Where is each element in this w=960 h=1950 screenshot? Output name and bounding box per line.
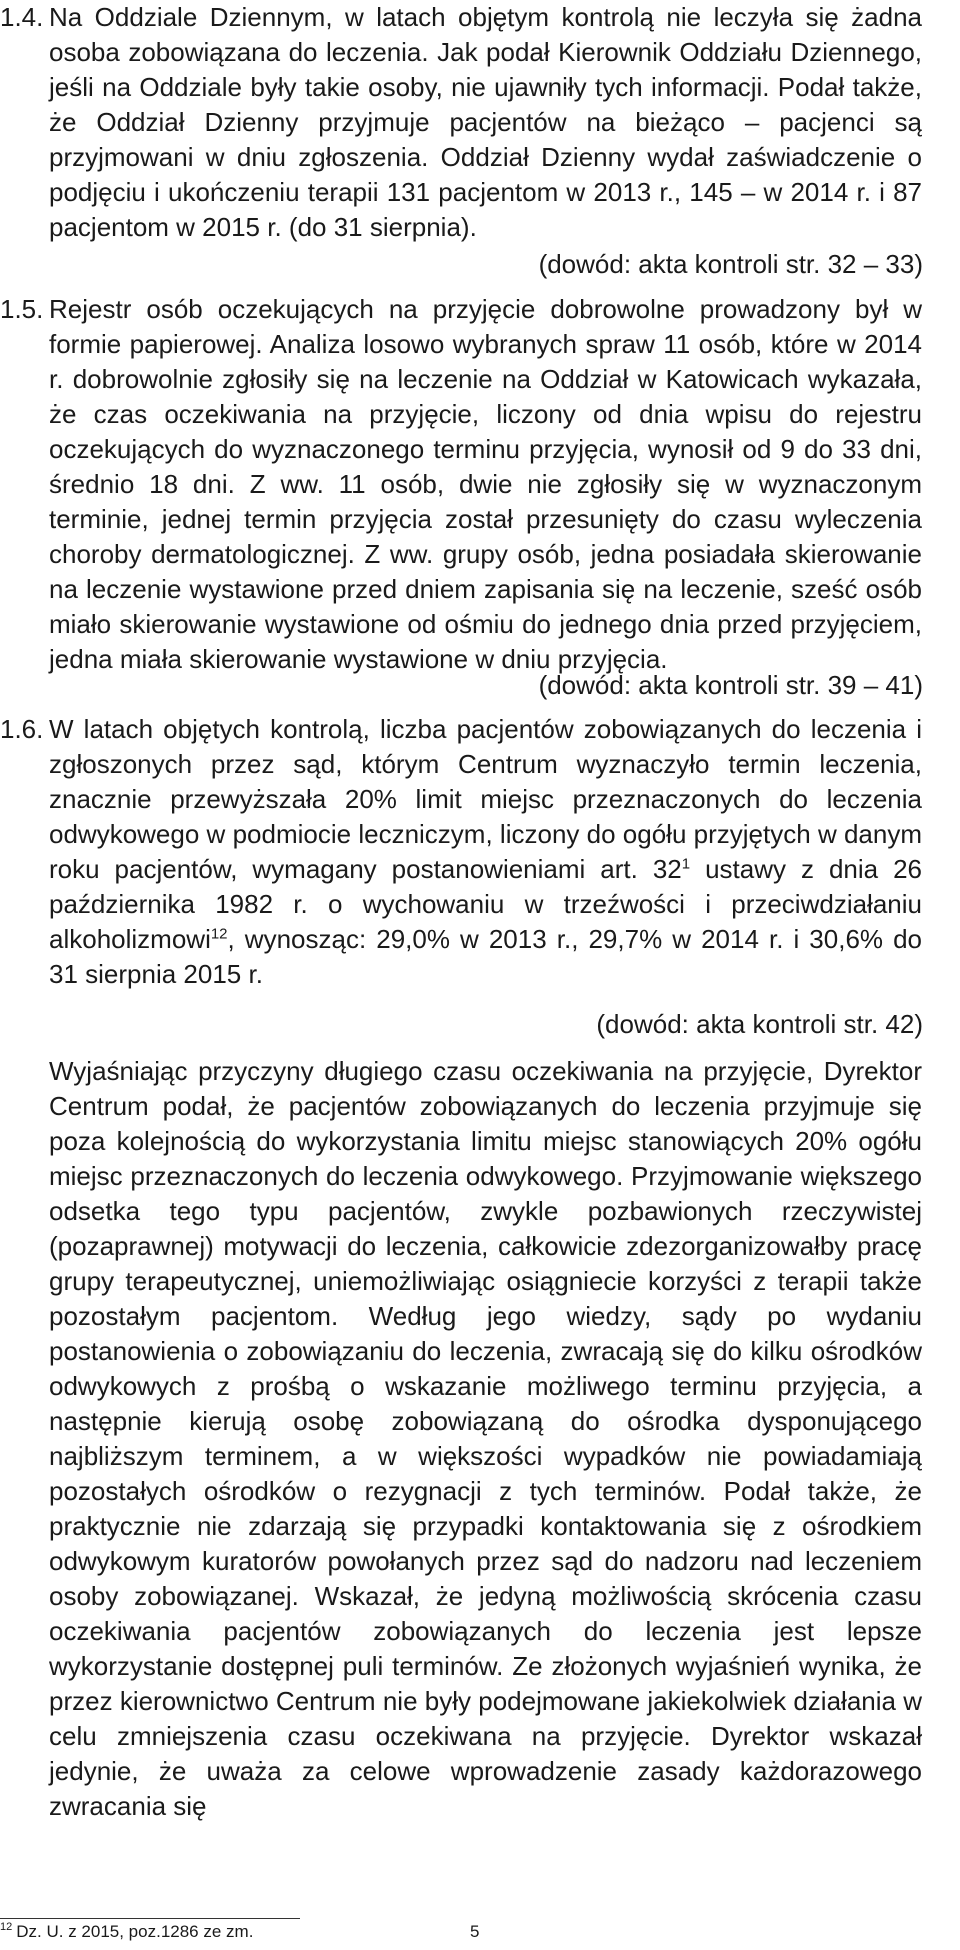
evidence-reference: (dowód: akta kontroli str. 42)	[596, 1009, 923, 1039]
footnote-mark: 12	[0, 1921, 13, 1934]
footnote-divider	[0, 1918, 300, 1919]
section-number: 1.6.	[0, 714, 44, 744]
page-number: 5	[470, 1922, 480, 1941]
footnote-reference: 12	[210, 925, 228, 943]
evidence-reference: (dowód: akta kontroli str. 32 – 33)	[538, 249, 923, 279]
footnote	[0, 1920, 253, 1944]
section-1-6-text	[49, 712, 922, 992]
footnote-text: Dz. U. z 2015, poz.1286 ze zm.	[16, 1922, 254, 1941]
section-1-6-text-c: , wynosząc: 29,0% w 2013 r., 29,7% w 2014 r. i 30,6% do 31 sierpnia 2015 r.	[49, 924, 922, 989]
article-superscript: 1	[681, 855, 691, 873]
section-number: 1.4.	[0, 2, 44, 32]
director-explanation-text: Wyjaśniając przyczyny długiego czasu oczekiwania na przyjęcie, Dyrektor Centrum podał, że pacjentów zobowiązanych do leczenia przyjmuje się poza kolejnością do wykorzystania limitu miejsc stanowiących 20% ogółu miejsc przeznaczonych do leczenia odwykowego. Przyjmowanie większego odsetka tego typu pacjentów, zwykle pozbawionych rzeczywistej (pozaprawnej) motywacji do leczenia, całkowicie zdezorganizowałby pracę grupy terapeutycznej, uniemożliwiając osiągniecie korzyści z terapii także pozostałym pacjentom. Według jego wiedzy, sądy po wydaniu postanowienia o zobowiązaniu do leczenia, zwracają się do kilku ośrodków odwykowych z prośbą o wskazanie możliwego terminu przyjęcia, a następnie kierują osobę zobowiązaną do ośrodka dysponującego najbliższym terminem, a w większości wypadków nie powiadamiają pozostałych ośrodków o rezygnacji z tych terminów. Podał także, że praktycznie nie zdarzają się przypadki kontaktowania się z ośrodkiem odwykowym kuratorów powołanych przez sąd do nadzoru nad leczeniem osoby zobowiązanej. Wskazał, że jedyną możliwością skrócenia czasu oczekiwania pacjentów zobowiązanych do leczenia jest lepsze wykorzystanie dostępnej puli terminów. Ze złożonych wyjaśnień wynika, że przez kierownictwo Centrum nie były podejmowane jakiekolwiek działania w celu zmniejszenia czasu oczekiwana na przyjęcie. Dyrektor wskazał jedynie, że uważa za celowe wprowadzenie zasady każdorazowego zwracania się	[49, 1056, 922, 1821]
section-1-4-text: Na Oddziale Dziennym, w latach objętym kontrolą nie leczyła się żadna osoba zobowiązana do leczenia. Jak podał Kierownik Oddziału Dziennego, jeśli na Oddziale były takie osoby, nie ujawniły tych informacji. Podał także, że Oddział Dzienny przyjmuje pacjentów na bieżąco – pacjenci są przyjmowani w dniu zgłoszenia. Oddział Dzienny wydał zaświadczenie o podjęciu i ukończeniu terapii 131 pacjentom w 2013 r., 145 – w 2014 r. i 87 pacjentom w 2015 r. (do 31 sierpnia).	[49, 2, 922, 242]
section-1-5-text: Rejestr osób oczekujących na przyjęcie dobrowolne prowadzony był w formie papierowej. Analiza losowo wybranych spraw 11 osób, które w 2014 r. dobrowolnie zgłosiły się na leczenie na Oddział w Katowicach wykazała, że czas oczekiwania na przyjęcie, liczony od dnia wpisu do rejestru oczekujących do wyznaczonego terminu przyjęcia, wynosił od 9 do 33 dni, średnio 18 dni. Z ww. 11 osób, dwie nie zgłosiły się w wyznaczonym terminie, jednej termin przyjęcia został przesunięty do czasu wyleczenia choroby dermatologicznej. Z ww. grupy osób, jedna posiadała skierowanie na leczenie wystawione przed dniem zapisania się na leczenie, sześć osób miało skierowanie wystawione od ośmiu do jednego dnia przed przyjęciem, jedna miała skierowanie wystawione w dniu przyjęcia.	[49, 294, 922, 674]
section-number: 1.5.	[0, 294, 44, 324]
section-1-6-text-a: W latach objętych kontrolą, liczba pacjentów zobowiązanych do leczenia i zgłoszonych przez sąd, którym Centrum wyznaczyło termin leczenia, znacznie przewyższała 20% limit miejsc przeznaczonych do leczenia odwykowego w podmiocie leczniczym, liczony do ogółu przyjętych w danym roku pacjentów, wymagany postanowieniami art. 32	[49, 714, 922, 884]
section-1-6-text-b: ustawy z dnia 26 października 1982 r. o wychowaniu w trzeźwości i przeciwdziałaniu alkoholizmowi	[49, 854, 922, 954]
evidence-reference: (dowód: akta kontroli str. 39 – 41)	[538, 670, 923, 700]
